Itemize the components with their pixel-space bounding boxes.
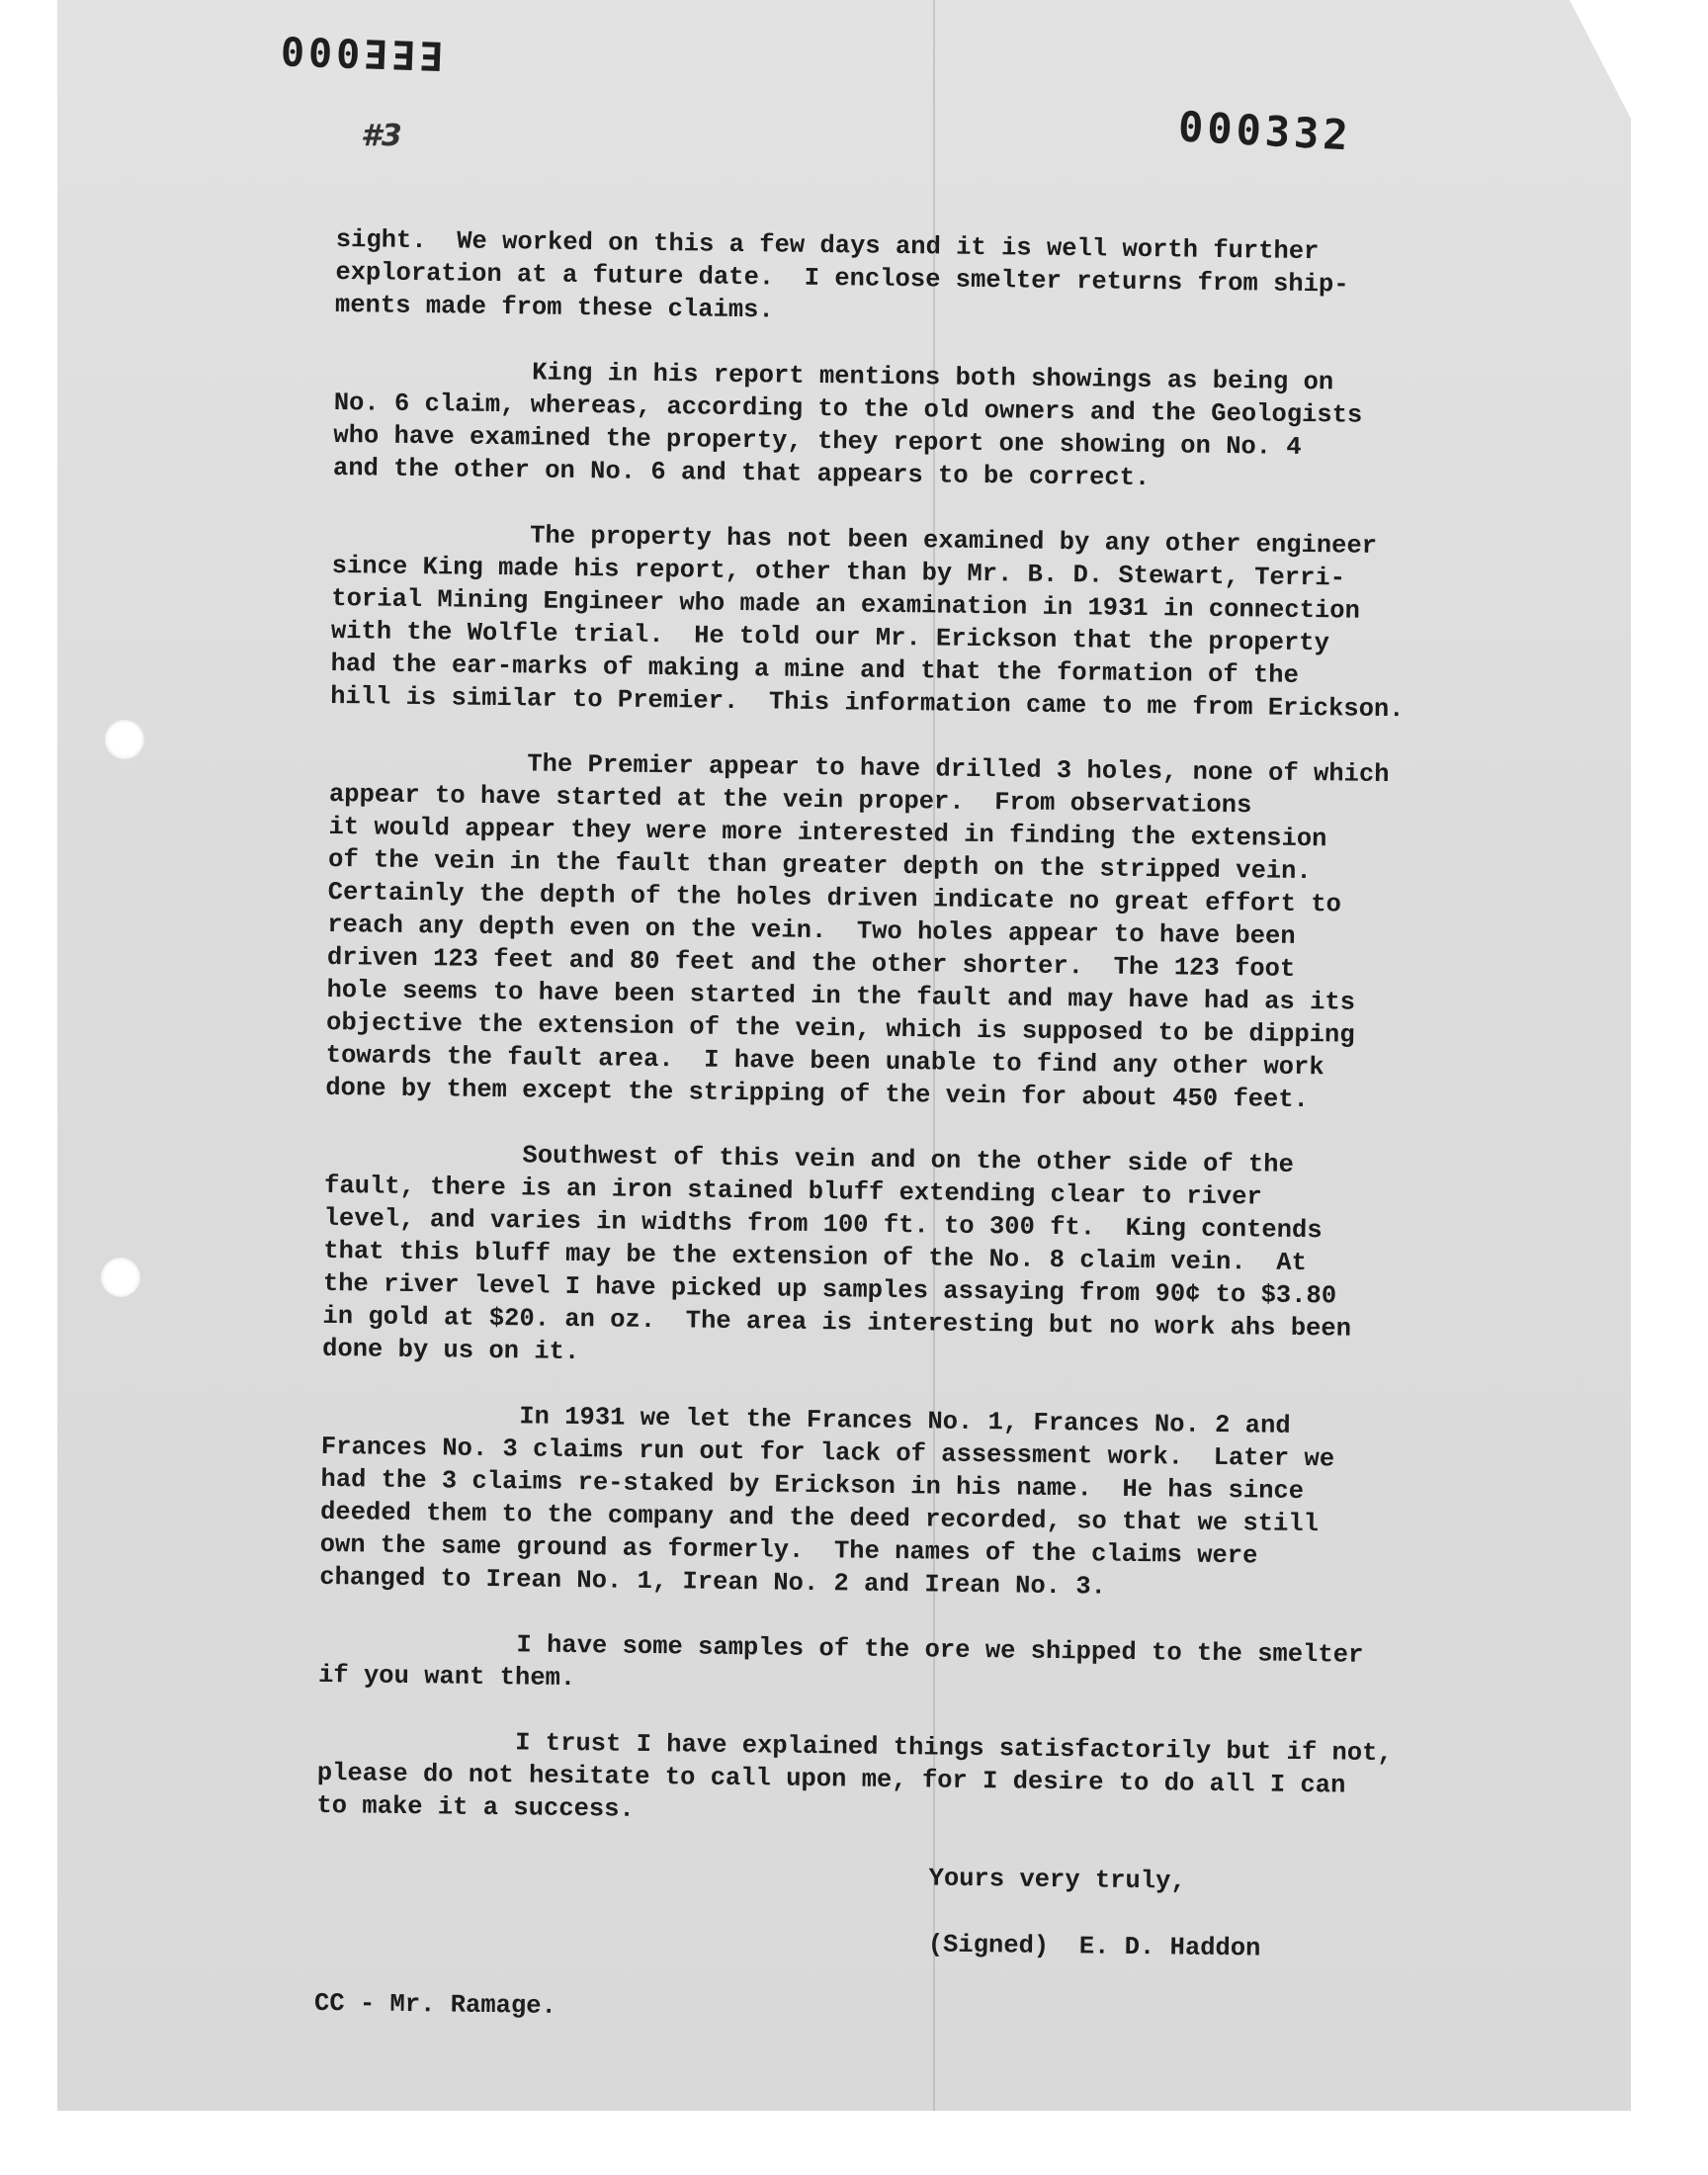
handwritten-page-mark: #3 (361, 119, 402, 153)
letter-paragraph (319, 1398, 1507, 1609)
paragraph-line: and the other on No. 6 and that appears to be correct. (332, 453, 1151, 493)
punch-hole-bottom (101, 1258, 140, 1297)
paragraph-line: done by them except the stripping of the vein for about 450 feet. (325, 1073, 1310, 1115)
paragraph-line: with the Wolfle trial. He told our Mr. Erickson that the property (330, 616, 1330, 658)
paragraph-line: towards the fault area. I have been unable to find any other work (325, 1040, 1324, 1083)
letter-paragraph (316, 1724, 1503, 1837)
paragraph-line: level, and varies in widths from 100 ft. to 300 ft. King contends (323, 1203, 1323, 1246)
paragraph-line: Certainly the depth of the holes driven indicate no great effort to (327, 877, 1342, 919)
upside-down-stamp-number: EEE000 (276, 27, 445, 78)
paragraph-line: King in his report mentions both showings as being on (531, 358, 1334, 397)
paragraph-line: Frances No. 3 claims run out for lack of assessment work. Later we (320, 1432, 1335, 1474)
paragraph-line: changed to Irean No. 1, Irean No. 2 and Irean No. 3. (319, 1562, 1107, 1602)
paragraph-line: torial Mining Engineer who made an examination in 1931 in connection (331, 583, 1361, 626)
paragraph-line: deeded them to the company and the deed recorded, so that we still (319, 1497, 1320, 1539)
paragraph-line: exploration at a future date. I enclose smelter returns from ship- (335, 257, 1349, 300)
paragraph-line: No. 6 claim, whereas, according to the old owners and the Geologists (333, 388, 1363, 430)
paragraph-line: driven 123 feet and 80 feet and the other shorter. The 123 foot (326, 942, 1296, 984)
paragraph-line: since King made his report, other than by Mr. B. D. Stewart, Terri- (331, 551, 1346, 593)
carbon-copy-line: CC - Mr. Ramage. (313, 1988, 557, 2021)
paragraph-line: fault, there is an iron stained bluff extending clear to river (323, 1171, 1262, 1212)
paragraph-line: appear to have started at the vein proper. From observations (328, 779, 1252, 821)
letter-paragraphs (316, 223, 1522, 1837)
paragraph-line: done by us on it. (321, 1334, 580, 1367)
paragraph-line: that this bluff may be the extension of the No. 8 claim vein. At (323, 1236, 1308, 1278)
letter-paragraph (335, 223, 1522, 336)
punch-hole-top (105, 720, 144, 759)
paragraph-line: the river level I have picked up samples assaying from 90¢ to $3.80 (322, 1268, 1337, 1311)
paragraph-line: The property has not been examined by any other engineer (529, 521, 1378, 561)
letter-paragraph (330, 517, 1518, 728)
letter-paragraph (325, 745, 1515, 1119)
paragraph-line: who have examined the property, they report one showing on No. 4 (333, 420, 1302, 462)
paragraph-line: had the 3 claims re-staked by Erickson in his name. He has since (320, 1464, 1305, 1507)
paragraph-line: I have some samples of the ore we shipped to the smelter (516, 1630, 1364, 1670)
closing-signature: (Signed) E. D. Haddon (927, 1930, 1261, 1963)
paragraph-line: hole seems to have been started in the fault and may have had as its (326, 975, 1356, 1017)
paragraph-line: hill is similar to Premier. This information came to me from Erickson. (329, 681, 1405, 725)
paragraph-line: sight. We worked on this a few days and it is well worth further (335, 224, 1320, 267)
letter-paragraph (333, 354, 1521, 499)
paragraph-line: it would appear they were more interested in finding the extension (328, 812, 1327, 854)
letter-paragraph (322, 1137, 1511, 1380)
paragraph-line: own the same ground as formerly. The names of the claims were (319, 1529, 1258, 1571)
paragraph-line: of the vein in the fault than greater depth on the stripped vein. (327, 844, 1312, 887)
paragraph-line: had the ear-marks of making a mine and that the formation of the (330, 649, 1300, 690)
letter-body (314, 223, 1522, 2035)
page-stamp-number: 000332 (1176, 102, 1353, 160)
paragraph-line: ments made from these claims. (334, 290, 774, 325)
paragraph-line: In 1931 we let the Frances No. 1, Frances No. 2 and (519, 1402, 1291, 1440)
paragraph-line: Southwest of this vein and on the other side of the (522, 1141, 1295, 1179)
paragraph-line: please do not hesitate to call upon me, for I desire to do all I can (316, 1758, 1346, 1800)
paragraph-line: to make it a success. (316, 1790, 635, 1824)
paragraph-line: objective the extension of the vein, which is supposed to be dipping (325, 1007, 1355, 1050)
paragraph-line: in gold at $20. an oz. The area is interesting but no work ahs been (322, 1301, 1352, 1344)
paragraph-line: if you want them. (317, 1660, 576, 1694)
paragraph-line: reach any depth even on the vein. Two holes appear to have been (327, 910, 1296, 951)
paragraph-line: The Premier appear to have drilled 3 holes, none of which (527, 749, 1390, 790)
letter-closing (928, 1862, 1502, 1967)
letter-paragraph (318, 1626, 1505, 1706)
paragraph-line: I trust I have explained things satisfactorily but if not, (515, 1728, 1393, 1769)
closing-salutation: Yours very truly, (928, 1864, 1186, 1896)
